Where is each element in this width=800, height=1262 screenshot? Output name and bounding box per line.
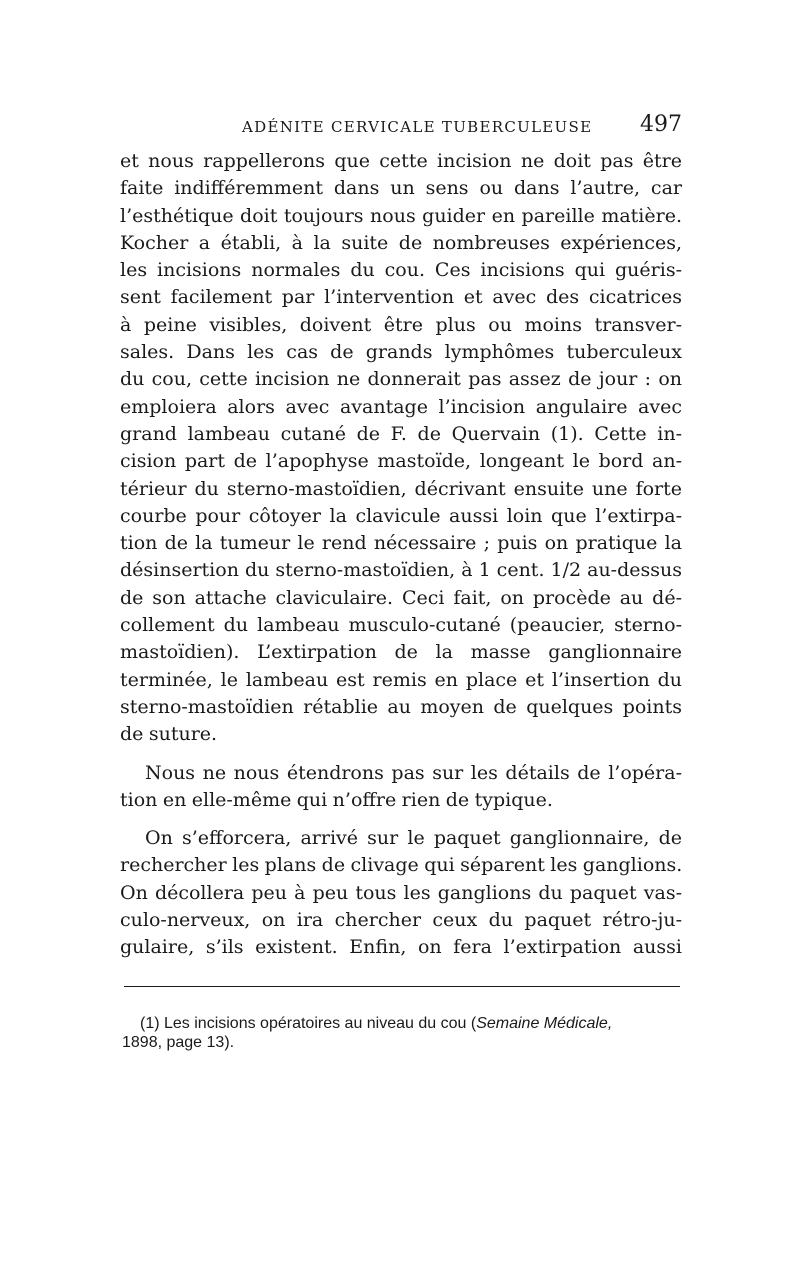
- text-line: rechercher les plans de clivage qui séparent les ganglions.: [120, 854, 683, 877]
- footnote: [122, 1014, 682, 1052]
- body-text: [120, 148, 682, 962]
- text-line: sales. Dans les cas de grands lymphômes tuberculeux: [120, 341, 682, 364]
- footnote-journal-title: Semaine Médicale,: [476, 1015, 613, 1032]
- text-line: térieur du sterno-mastoïdien, décrivant ensuite une forte: [120, 477, 682, 500]
- text-line: Kocher a établi, à la suite de nombreuses expériences,: [120, 231, 682, 254]
- footnote-divider: [124, 986, 680, 987]
- text-line: On s’efforcera, arrivé sur le paquet ganglionnaire, de: [145, 827, 682, 850]
- text-line: sent facilement par l’intervention et avec des cicatrices: [120, 286, 682, 309]
- paragraph-3: [120, 825, 682, 961]
- text-line: faite indifféremment dans un sens ou dans l’autre, car: [120, 177, 682, 200]
- paragraph-gap: [120, 749, 682, 760]
- footnote-text: (1) Les incisions opératoires au niveau du cou (: [140, 1015, 477, 1032]
- text-line: mastoïdien). L’extirpation de la masse ganglionnaire: [120, 641, 682, 664]
- text-line: tion en elle-même qui n’offre rien de typique.: [120, 788, 553, 811]
- text-line: collement du lambeau musculo-cutané (peaucier, sterno-: [120, 614, 682, 637]
- text-line: du cou, cette incision ne donnerait pas assez de jour : on: [120, 368, 682, 391]
- paragraph-1: [120, 148, 682, 749]
- footnote-line: [122, 1014, 682, 1033]
- text-line: grand lambeau cutané de F. de Quervain (1). Cette in-: [120, 422, 682, 445]
- footnote-line: 1898, page 13).: [122, 1034, 235, 1051]
- text-line: de son attache claviculaire. Ceci fait, on procède au dé-: [120, 586, 682, 609]
- text-line: de suture.: [120, 723, 218, 746]
- text-line: désinsertion du sterno-mastoïdien, à 1 cent. 1/2 au-dessus: [120, 559, 682, 582]
- text-line: culo-nerveux, on ira chercher ceux du paquet rétro-ju-: [120, 909, 682, 932]
- text-line: Nous ne nous étendrons pas sur les détails de l’opéra-: [145, 761, 682, 784]
- running-head: [120, 114, 682, 144]
- paragraph-gap: [120, 814, 682, 825]
- text-line: terminée, le lambeau est remis en place et l’insertion du: [120, 668, 682, 691]
- text-line: sterno-mastoïdien rétablie au moyen de quelques points: [120, 695, 682, 718]
- text-line: tion de la tumeur le rend nécessaire ; puis on pratique la: [120, 532, 682, 555]
- text-line: les incisions normales du cou. Ces incisions qui guéris-: [120, 259, 682, 282]
- text-line: et nous rappellerons que cette incision ne doit pas être: [120, 150, 682, 172]
- text-line: gulaire, s’ils existent. Enfin, on fera l’extirpation aussi: [120, 936, 682, 959]
- page-number: 497: [640, 112, 682, 137]
- text-line: courbe pour côtoyer la clavicule aussi loin que l’extirpa-: [120, 504, 682, 527]
- text-line: cision part de l’apophyse mastoïde, longeant le bord an-: [120, 450, 682, 473]
- text-line: emploiera alors avec avantage l’incision angulaire avec: [120, 395, 682, 418]
- text-line: à peine visibles, doivent être plus ou moins transver-: [120, 313, 682, 336]
- running-title: ADÉNITE CERVICALE TUBERCULEUSE: [242, 118, 593, 136]
- text-line: On décollera peu à peu tous les ganglions du paquet vas-: [120, 881, 682, 904]
- text-line: l’esthétique doit toujours nous guider en pareille matière.: [120, 204, 682, 227]
- paragraph-2: [120, 760, 682, 815]
